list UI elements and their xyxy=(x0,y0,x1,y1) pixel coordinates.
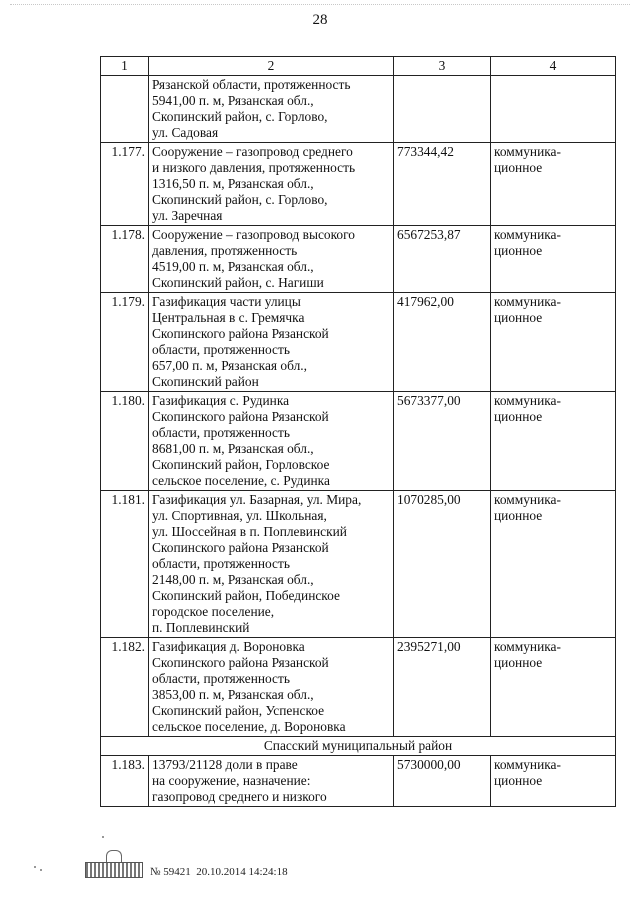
description-line: 8681,00 п. м, Рязанская обл., xyxy=(152,441,314,456)
row-description xyxy=(149,638,394,737)
description-line: Газификация д. Вороновка xyxy=(152,639,305,654)
row-kind xyxy=(491,143,616,226)
description-line: Скопинский район, с. Горлово, xyxy=(152,192,328,207)
footer-doc-number: № 59421 xyxy=(150,866,191,878)
table-row-continuation xyxy=(101,76,616,143)
table-row xyxy=(101,756,616,807)
page-number: 28 xyxy=(312,12,328,28)
row-cost: 2395271,00 xyxy=(394,638,491,737)
description-line: Рязанской области, протяженность xyxy=(152,77,351,92)
description-line: области, протяженность xyxy=(152,342,290,357)
row-description xyxy=(149,293,394,392)
header-col-1: 1 xyxy=(101,57,149,76)
kind-line: коммуника- xyxy=(494,144,561,159)
footer-registration xyxy=(150,866,288,878)
row-number: 1.178. xyxy=(101,226,149,293)
description-line: 657,00 п. м, Рязанская обл., xyxy=(152,358,307,373)
description-line: Газификация ул. Базарная, ул. Мира, xyxy=(152,492,362,507)
description-line: 4519,00 п. м, Рязанская обл., xyxy=(152,259,314,274)
kind-line: коммуника- xyxy=(494,492,561,507)
column-number-header xyxy=(101,57,616,76)
description-line: ул. Заречная xyxy=(152,208,223,223)
description-line: ул. Садовая xyxy=(152,125,219,140)
description-line: на сооружение, назначение: xyxy=(152,773,311,788)
row-number xyxy=(101,76,149,143)
header-col-2: 2 xyxy=(149,57,394,76)
row-cost: 1070285,00 xyxy=(394,491,491,638)
kind-line: коммуника- xyxy=(494,393,561,408)
description-line: Скопинский район, с. Нагиши xyxy=(152,275,324,290)
description-line: Центральная в с. Гремячка xyxy=(152,310,305,325)
kind-line: ционное xyxy=(494,508,543,523)
description-line: Скопинский район, Побединское xyxy=(152,588,340,603)
description-line: Скопинского района Рязанской xyxy=(152,326,329,341)
row-cost: 417962,00 xyxy=(394,293,491,392)
description-line: Скопинского района Рязанской xyxy=(152,655,329,670)
description-line: Скопинского района Рязанской xyxy=(152,540,329,555)
kind-line: коммуника- xyxy=(494,639,561,654)
description-line: ул. Спортивная, ул. Школьная, xyxy=(152,508,327,523)
scan-speck xyxy=(102,836,104,838)
description-line: п. Поплевинский xyxy=(152,620,250,635)
description-line: 13793/21128 доли в праве xyxy=(152,757,298,772)
kind-line: коммуника- xyxy=(494,757,561,772)
description-line: сельское поселение, д. Вороновка xyxy=(152,719,346,734)
header-col-4: 4 xyxy=(491,57,616,76)
row-number: 1.182. xyxy=(101,638,149,737)
row-description xyxy=(149,756,394,807)
description-line: 2148,00 п. м, Рязанская обл., xyxy=(152,572,314,587)
scan-edge-line xyxy=(10,4,630,11)
description-line: 1316,50 п. м, Рязанская обл., xyxy=(152,176,314,191)
row-cost: 6567253,87 xyxy=(394,226,491,293)
description-line: Скопинский район xyxy=(152,374,259,389)
kind-line: ционное xyxy=(494,409,543,424)
row-cost: 5673377,00 xyxy=(394,392,491,491)
description-line: Газификация с. Рудинка xyxy=(152,393,290,408)
table-row xyxy=(101,226,616,293)
row-cost: 5730000,00 xyxy=(394,756,491,807)
description-line: городское поселение, xyxy=(152,604,275,619)
kind-line: ционное xyxy=(494,310,543,325)
row-kind xyxy=(491,392,616,491)
row-number: 1.180. xyxy=(101,392,149,491)
row-number: 1.183. xyxy=(101,756,149,807)
description-line: 5941,00 п. м, Рязанская обл., xyxy=(152,93,314,108)
header-col-3: 3 xyxy=(394,57,491,76)
row-number: 1.181. xyxy=(101,491,149,638)
description-line: давления, протяженность xyxy=(152,243,298,258)
kind-line: ционное xyxy=(494,243,543,258)
kind-line: ционное xyxy=(494,655,543,670)
description-line: Скопинский район, Горловское xyxy=(152,457,330,472)
row-cost xyxy=(394,76,491,143)
description-line: и низкого давления, протяженность xyxy=(152,160,356,175)
table-row xyxy=(101,638,616,737)
table-row xyxy=(101,491,616,638)
property-registry-table xyxy=(100,56,616,807)
row-kind xyxy=(491,226,616,293)
row-kind xyxy=(491,491,616,638)
row-kind xyxy=(491,756,616,807)
description-line: Газификация части улицы xyxy=(152,294,301,309)
kind-line: коммуника- xyxy=(494,294,561,309)
row-cost: 773344,42 xyxy=(394,143,491,226)
kind-line: ционное xyxy=(494,160,543,175)
barcode-stamp xyxy=(85,862,143,878)
scan-speck xyxy=(34,866,36,868)
section-title: Спасский муниципальный район xyxy=(101,737,616,756)
table-row xyxy=(101,143,616,226)
footer-datetime: 20.10.2014 14:24:18 xyxy=(196,866,288,878)
description-line: Сооружение – газопровод среднего xyxy=(152,144,353,159)
description-line: области, протяженность xyxy=(152,425,290,440)
table-row xyxy=(101,293,616,392)
row-description xyxy=(149,226,394,293)
row-description xyxy=(149,491,394,638)
description-line: области, протяженность xyxy=(152,556,290,571)
row-description xyxy=(149,143,394,226)
description-line: 3853,00 п. м, Рязанская обл., xyxy=(152,687,314,702)
description-line: Сооружение – газопровод высокого xyxy=(152,227,355,242)
row-kind xyxy=(491,293,616,392)
row-description xyxy=(149,76,394,143)
kind-line: коммуника- xyxy=(494,227,561,242)
description-line: Скопинский район, Успенское xyxy=(152,703,325,718)
description-line: сельское поселение, с. Рудинка xyxy=(152,473,330,488)
kind-line: ционное xyxy=(494,773,543,788)
scan-speck xyxy=(40,869,42,871)
row-number: 1.177. xyxy=(101,143,149,226)
row-description xyxy=(149,392,394,491)
row-number: 1.179. xyxy=(101,293,149,392)
description-line: Скопинский район, с. Горлово, xyxy=(152,109,328,124)
description-line: области, протяженность xyxy=(152,671,290,686)
description-line: ул. Шоссейная в п. Поплевинский xyxy=(152,524,347,539)
section-row xyxy=(101,737,616,756)
row-kind xyxy=(491,76,616,143)
description-line: Скопинского района Рязанской xyxy=(152,409,329,424)
description-line: газопровод среднего и низкого xyxy=(152,789,327,804)
table-row xyxy=(101,392,616,491)
row-kind xyxy=(491,638,616,737)
